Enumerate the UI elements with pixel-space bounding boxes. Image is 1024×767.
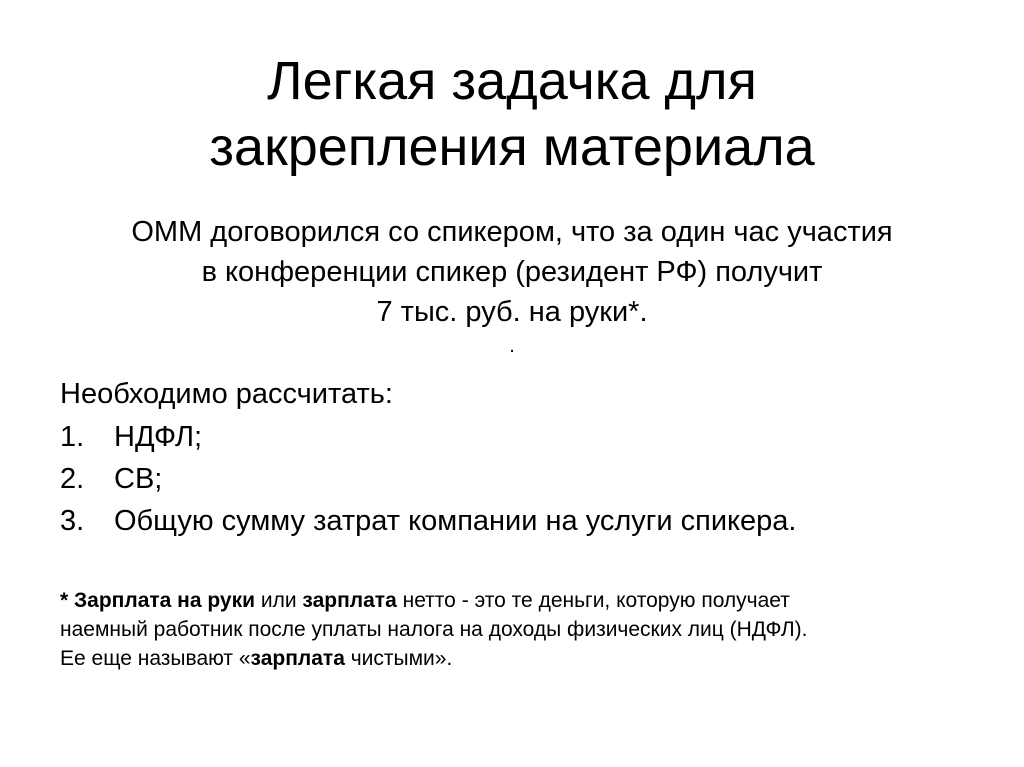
task-item: [60, 417, 980, 457]
footnote-text: чистыми».: [344, 647, 453, 670]
intro-line-2: в конференции спикер (резидент РФ) получит: [201, 256, 823, 288]
task-text: Общую сумму затрат компании на услуги спикера.: [114, 505, 797, 537]
task-text: СВ;: [114, 463, 163, 495]
footnote-line-2: наемный работник после уплаты налога на доходы физических лиц (НДФЛ).: [60, 618, 808, 641]
footnote-text: Ее еще называют «: [60, 647, 251, 670]
task-list: [60, 417, 980, 541]
footnote-text: или: [255, 589, 303, 612]
footnote-term-3: зарплата: [250, 647, 345, 670]
intro-text: [0, 212, 1024, 360]
task-heading: Необходимо рассчитать:: [60, 378, 393, 410]
footnote-text: нетто - это те деньги, которую получает: [396, 589, 790, 612]
slide-title: [0, 48, 1024, 180]
title-line-2: закрепления материала: [209, 117, 815, 177]
footnote-term-2: зарплата: [302, 589, 397, 612]
task-text: НДФЛ;: [114, 421, 203, 453]
footnote-line-3: [60, 644, 1000, 673]
intro-line-1: ОММ договорился со спикером, что за один час участия: [131, 216, 893, 248]
intro-line-3: 7 тыс. руб. на руки*.: [376, 296, 648, 328]
task-item: [60, 501, 980, 541]
footnote: [60, 586, 1000, 673]
task-number: 2.: [60, 463, 85, 495]
footnote-term-1: Зарплата на руки: [74, 589, 256, 612]
task-number: 3.: [60, 505, 85, 537]
footnote-star: *: [60, 589, 75, 612]
task-number: 1.: [60, 421, 85, 453]
title-line-1: Легкая задачка для: [267, 51, 757, 111]
intro-dot: .: [509, 335, 515, 357]
task-item: [60, 459, 980, 499]
task-block: [60, 374, 980, 541]
footnote-line-1: [60, 586, 1000, 615]
